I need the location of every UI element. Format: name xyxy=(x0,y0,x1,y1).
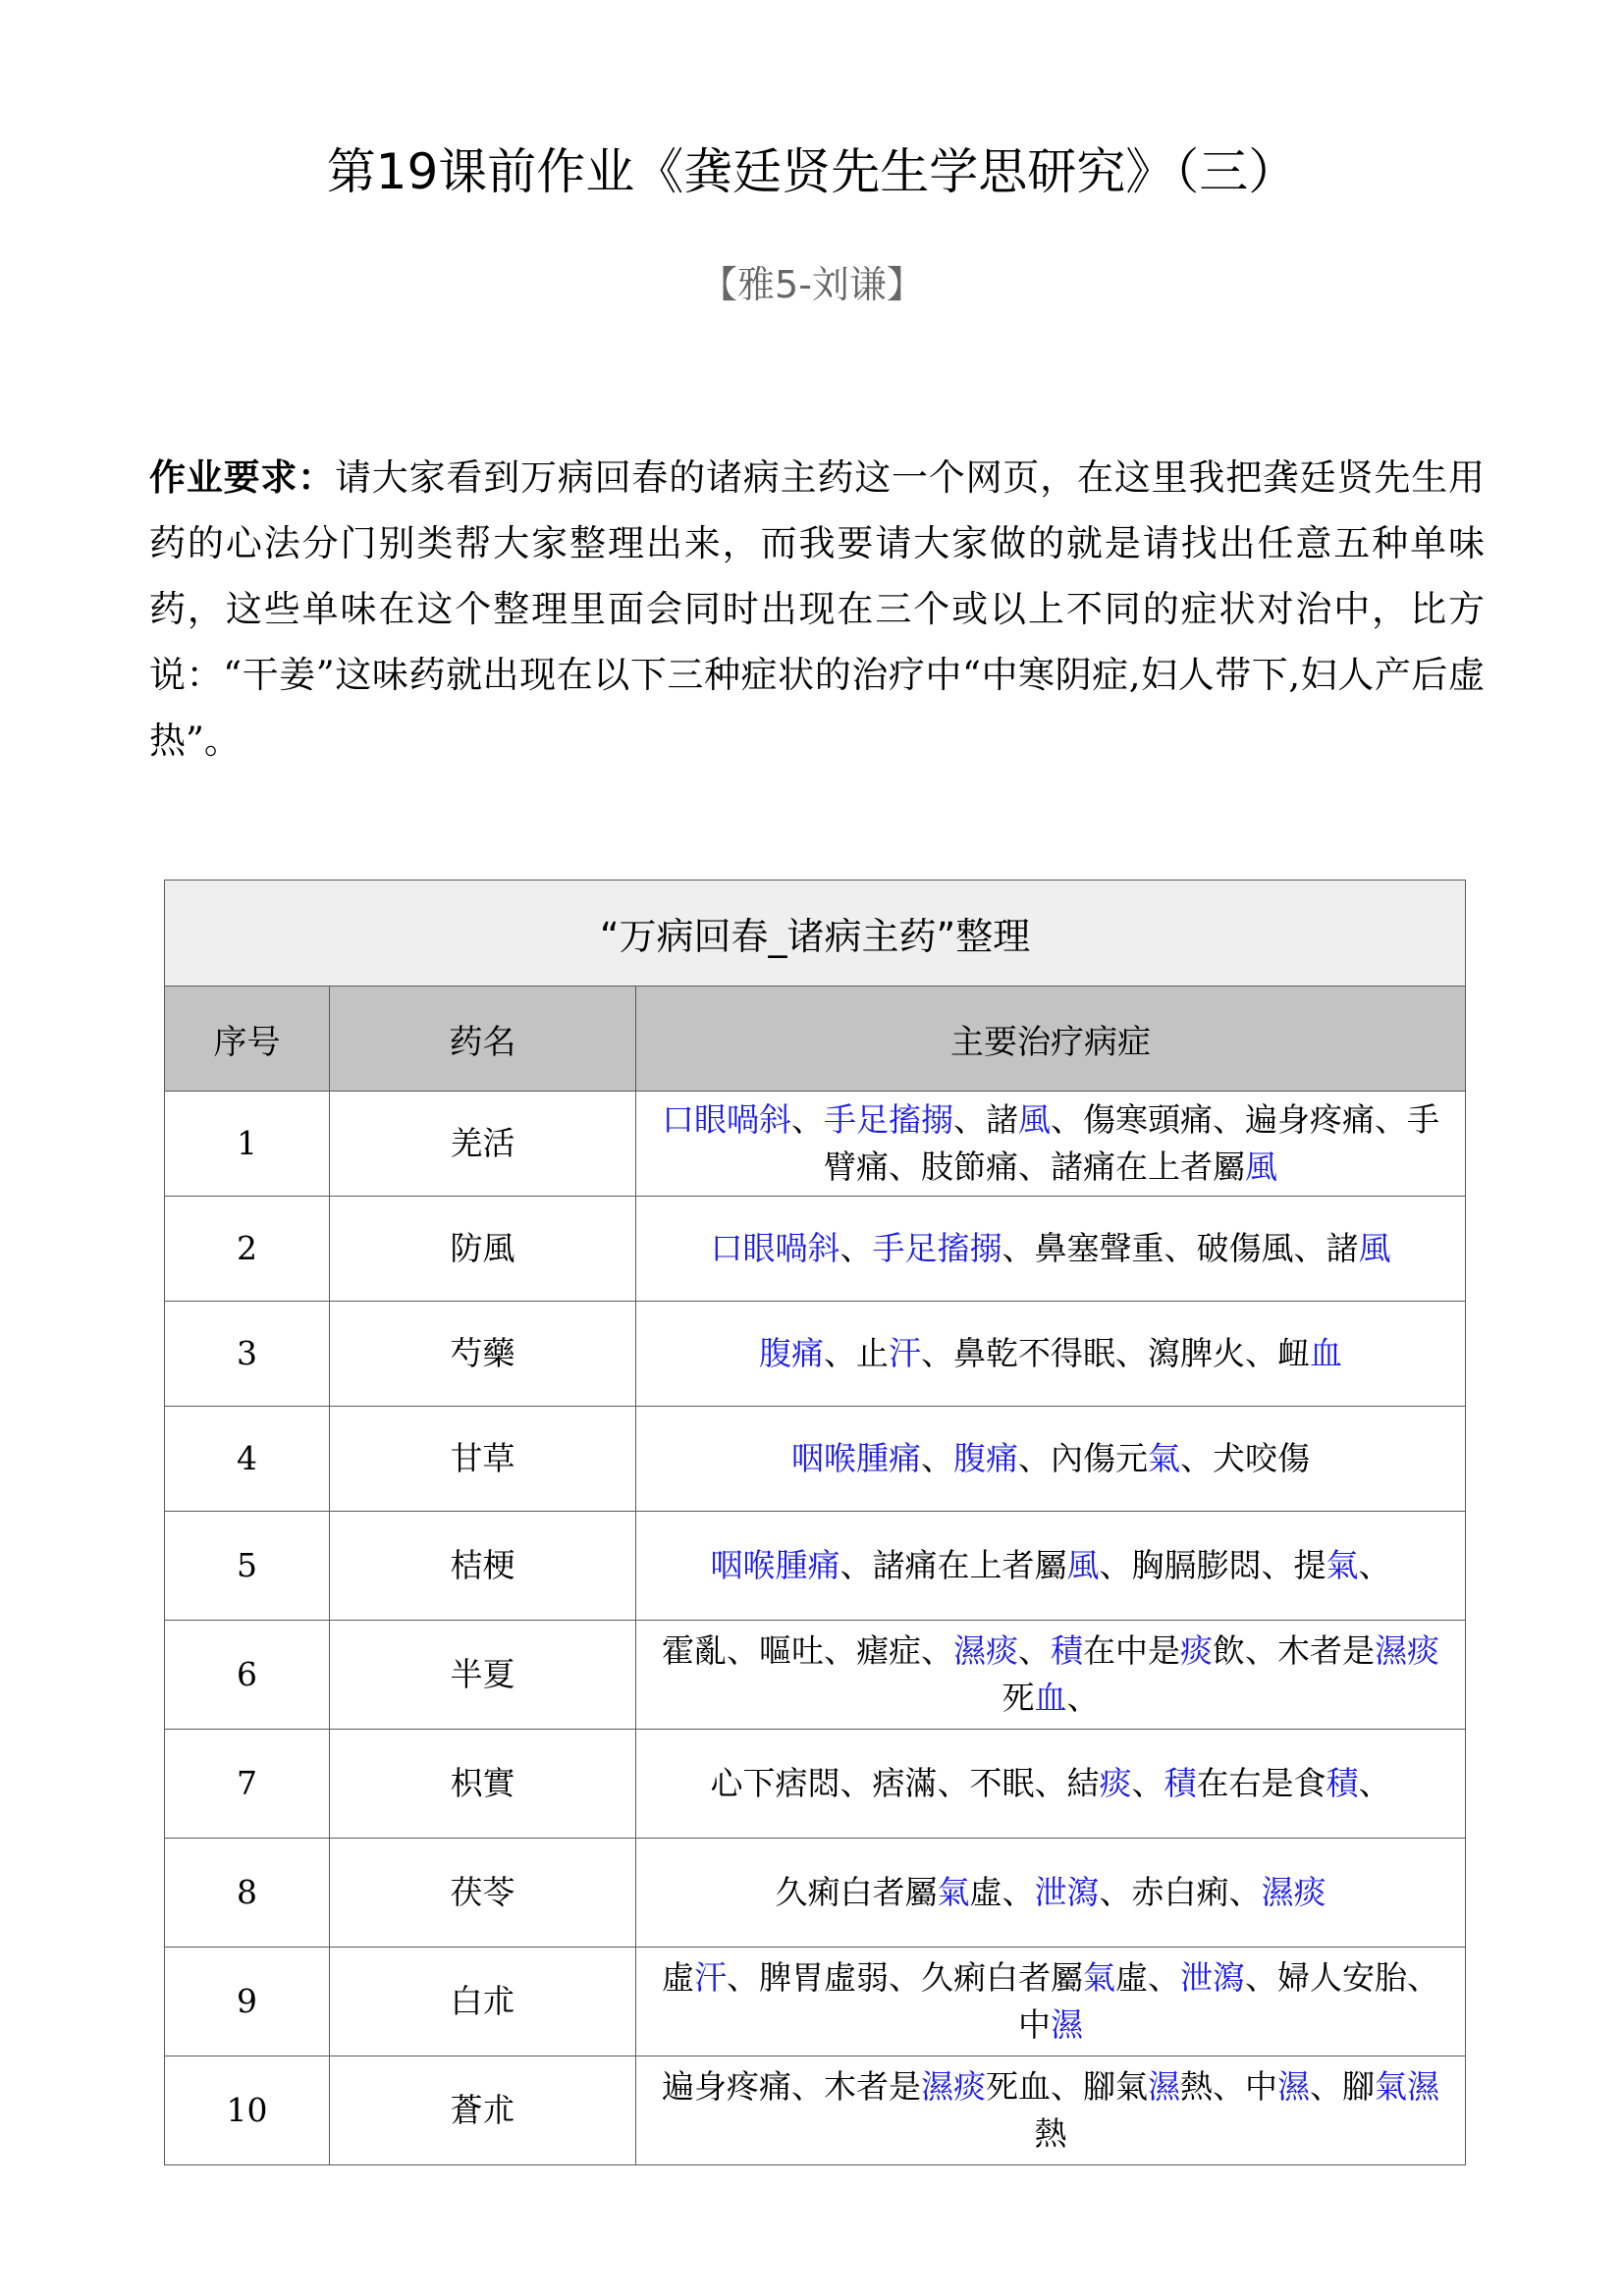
symptoms-cell xyxy=(636,1302,1466,1407)
table-row xyxy=(165,1092,1466,1197)
symptom-text: 、鼻塞聲重、破傷風、諸 xyxy=(1001,1229,1359,1267)
row-number: 9 xyxy=(165,1948,330,2056)
highlighted-term: 血 xyxy=(1310,1334,1343,1372)
symptom-text: 心下痞悶、痞滿、不眠、結 xyxy=(710,1764,1100,1802)
symptom-text: 熱、中 xyxy=(1180,2067,1278,2106)
herb-name: 茯苓 xyxy=(330,1839,636,1948)
symptom-text: 、犬咬傷 xyxy=(1180,1439,1311,1477)
highlighted-term: 泄瀉 xyxy=(1034,1873,1100,1911)
herb-name: 芍藥 xyxy=(330,1302,636,1407)
herb-name: 桔梗 xyxy=(330,1512,636,1621)
symptom-text: 、 xyxy=(1066,1679,1100,1717)
symptom-text: 、腳 xyxy=(1310,2067,1376,2106)
row-number: 3 xyxy=(165,1302,330,1407)
symptom-text: 、 xyxy=(921,1439,954,1477)
row-number: 7 xyxy=(165,1730,330,1839)
table-row xyxy=(165,2056,1466,2165)
highlighted-term: 濕痰 xyxy=(953,1631,1019,1670)
symptoms-cell xyxy=(636,1621,1466,1730)
highlighted-term: 腹痛 xyxy=(953,1439,1019,1477)
highlighted-term: 痰 xyxy=(1180,1631,1214,1670)
highlighted-term: 濕 xyxy=(1051,2005,1084,2044)
highlighted-term: 口眼喎斜 xyxy=(710,1229,840,1267)
header-herb-name: 药名 xyxy=(330,987,636,1092)
highlighted-term: 氣濕 xyxy=(1375,2067,1440,2106)
herb-name: 白朮 xyxy=(330,1948,636,2056)
symptom-text: 、脾胃虛弱、久痢白者屬 xyxy=(727,1958,1084,1997)
table-row xyxy=(165,1621,1466,1730)
header-symptoms: 主要治疗病症 xyxy=(636,987,1466,1092)
symptom-text: 、止 xyxy=(824,1334,890,1372)
table-row xyxy=(165,1730,1466,1839)
highlighted-term: 咽喉腫痛 xyxy=(791,1439,922,1477)
document-title: 第19课前作业《龚廷贤先生学思研究》（三） xyxy=(326,143,1298,200)
symptom-text: 、鼻乾不得眠、瀉脾火、衄 xyxy=(921,1334,1311,1372)
highlighted-term: 咽喉腫痛 xyxy=(710,1546,840,1584)
highlighted-term: 濕 xyxy=(1148,2067,1181,2106)
symptom-text: 、赤白痢、 xyxy=(1099,1873,1262,1911)
highlighted-term: 積 xyxy=(1164,1764,1197,1802)
highlighted-term: 口眼喎斜 xyxy=(662,1100,792,1139)
symptoms-cell xyxy=(636,1197,1466,1302)
symptom-text: 、傷寒頭痛、遍身疼痛、手臂痛、肢節痛、諸痛在上者屬 xyxy=(824,1100,1440,1186)
highlighted-term: 風 xyxy=(1066,1546,1100,1584)
table-row xyxy=(165,1302,1466,1407)
symptoms-cell xyxy=(636,1512,1466,1621)
symptom-text: 遍身疼痛、木者是 xyxy=(662,2067,922,2106)
symptom-text: 、內傷元 xyxy=(1018,1439,1149,1477)
highlighted-term: 積 xyxy=(1326,1764,1359,1802)
highlighted-term: 氣 xyxy=(1148,1439,1181,1477)
symptoms-cell xyxy=(636,1092,1466,1197)
symptom-text: 、婦人安胎、中 xyxy=(1018,1958,1440,2044)
highlighted-term: 腹痛 xyxy=(759,1334,825,1372)
symptom-text: 、 xyxy=(839,1229,873,1267)
highlighted-term: 手足搐搦 xyxy=(872,1229,1002,1267)
document-subtitle: 【雅5-刘谦】 xyxy=(700,263,924,306)
symptoms-cell xyxy=(636,2056,1466,2165)
highlighted-term: 痰 xyxy=(1099,1764,1132,1802)
symptom-text: 、胸膈膨悶、提 xyxy=(1099,1546,1326,1584)
highlighted-term: 濕 xyxy=(1277,2067,1311,2106)
highlighted-term: 汗 xyxy=(694,1958,728,1997)
symptom-text: 、 xyxy=(1018,1631,1052,1670)
herb-name: 甘草 xyxy=(330,1407,636,1512)
symptom-text: 飲、木者是 xyxy=(1213,1631,1376,1670)
symptoms-cell xyxy=(636,1839,1466,1948)
herb-name: 半夏 xyxy=(330,1621,636,1730)
header-number: 序号 xyxy=(165,987,330,1092)
symptom-text: 虛 xyxy=(662,1958,695,1997)
symptom-text: 、諸 xyxy=(953,1100,1019,1139)
row-number: 1 xyxy=(165,1092,330,1197)
highlighted-term: 濕痰 xyxy=(921,2067,987,2106)
symptom-text: 在中是 xyxy=(1083,1631,1181,1670)
highlighted-term: 風 xyxy=(1245,1148,1278,1186)
assignment-requirement xyxy=(149,445,1485,774)
symptom-text: 熱 xyxy=(1034,2114,1067,2153)
table-body xyxy=(165,1092,1466,2165)
highlighted-term: 手足搐搦 xyxy=(824,1100,954,1139)
highlighted-term: 風 xyxy=(1358,1229,1391,1267)
highlighted-term: 氣 xyxy=(1326,1546,1359,1584)
symptom-text: 、 xyxy=(1358,1546,1391,1584)
symptom-text: 、諸痛在上者屬 xyxy=(839,1546,1067,1584)
herb-name: 防風 xyxy=(330,1197,636,1302)
highlighted-term: 風 xyxy=(1018,1100,1052,1139)
highlighted-term: 汗 xyxy=(889,1334,922,1372)
highlighted-term: 血 xyxy=(1034,1679,1067,1717)
symptom-text: 死 xyxy=(1001,1679,1035,1717)
row-number: 2 xyxy=(165,1197,330,1302)
row-number: 6 xyxy=(165,1621,330,1730)
symptoms-cell xyxy=(636,1948,1466,2056)
row-number: 8 xyxy=(165,1839,330,1948)
table-row xyxy=(165,1839,1466,1948)
highlighted-term: 積 xyxy=(1051,1631,1084,1670)
row-number: 4 xyxy=(165,1407,330,1512)
row-number: 10 xyxy=(165,2056,330,2165)
table-row xyxy=(165,1407,1466,1512)
table-caption: “万病回春_诸病主药”整理 xyxy=(165,881,1466,987)
symptom-text: 虛、 xyxy=(969,1873,1035,1911)
symptom-text: 霍亂、嘔吐、瘧症、 xyxy=(662,1631,954,1670)
requirement-text: 请大家看到万病回春的诸病主药这一个网页，在这里我把龚廷贤先生用药的心法分门别类帮大家整理出来，而我要请大家做的就是请找出任意五种单味药，这些单味在这个整理里面会同时出现在三个或以上不同的症状对治中，比方说：“干姜”这味药就出现在以下三种症状的治疗中“中寒阴症,妇人带下,妇人产后虚热”。 xyxy=(149,456,1485,762)
table-row xyxy=(165,1948,1466,2056)
herb-table xyxy=(164,880,1466,2165)
table-row xyxy=(165,1512,1466,1621)
herb-name: 蒼朮 xyxy=(330,2056,636,2165)
symptom-text: 在右是食 xyxy=(1196,1764,1326,1802)
highlighted-term: 氣 xyxy=(1083,1958,1116,1997)
symptom-text: 虛、 xyxy=(1115,1958,1181,1997)
highlighted-term: 泄瀉 xyxy=(1180,1958,1246,1997)
highlighted-term: 濕痰 xyxy=(1261,1873,1326,1911)
symptom-text: 、 xyxy=(1131,1764,1164,1802)
requirement-label: 作业要求： xyxy=(149,456,335,499)
symptom-text: 、 xyxy=(1358,1764,1391,1802)
symptoms-cell xyxy=(636,1407,1466,1512)
highlighted-term: 濕痰 xyxy=(1375,1631,1440,1670)
highlighted-term: 氣 xyxy=(937,1873,970,1911)
symptom-text: 死血、腳氣 xyxy=(986,2067,1149,2106)
symptom-text: 久痢白者屬 xyxy=(775,1873,938,1911)
table-row xyxy=(165,1197,1466,1302)
herb-name: 羌活 xyxy=(330,1092,636,1197)
symptoms-cell xyxy=(636,1730,1466,1839)
symptom-text: 、 xyxy=(791,1100,825,1139)
herb-name: 枳實 xyxy=(330,1730,636,1839)
row-number: 5 xyxy=(165,1512,330,1621)
